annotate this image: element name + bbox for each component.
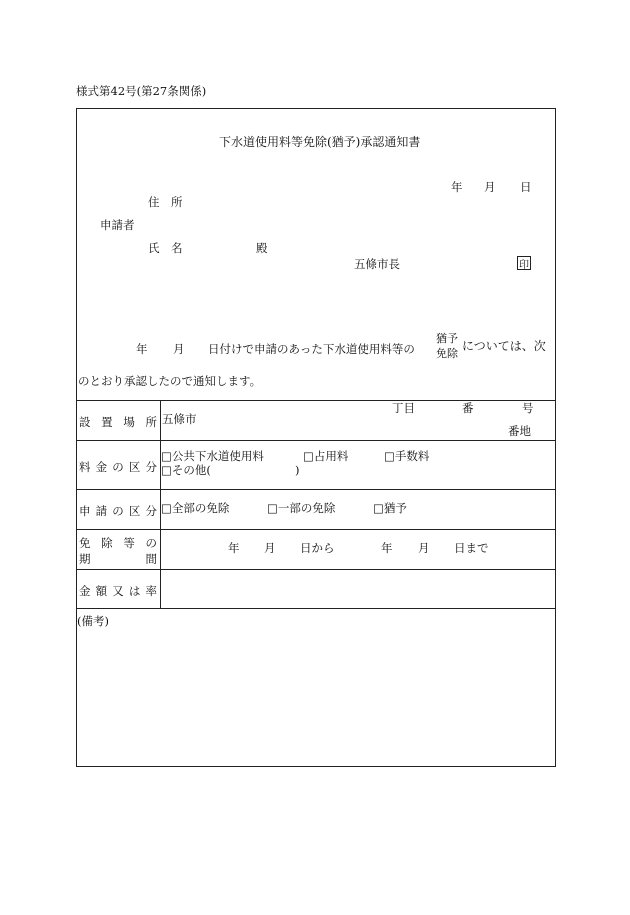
period-label-bottom: 期 間	[79, 552, 157, 566]
document-title: 下水道使用料等免除(猶予)承認通知書	[219, 135, 421, 149]
fee-option-handling[interactable]: □手数料	[384, 449, 430, 463]
application-option-full[interactable]: □全部の免除	[161, 501, 230, 515]
address-label: 住 所	[148, 195, 183, 209]
name-label: 氏 名	[148, 241, 183, 255]
period-from-month: 月	[264, 541, 276, 555]
period-to-month: 月	[418, 541, 430, 555]
location-ban: 番	[462, 401, 474, 415]
body-text-2: については、次	[462, 339, 546, 353]
location-label: 設 置 場 所	[79, 415, 157, 429]
table-rule-1	[76, 440, 556, 441]
seal-mark: 印	[517, 256, 531, 270]
honorific: 殿	[256, 241, 268, 255]
fee-option-sewer[interactable]: □公共下水道使用料	[161, 449, 264, 463]
body-year: 年	[136, 342, 148, 356]
form-number: 様式第42号(第27条関係)	[76, 84, 207, 98]
location-go: 号	[522, 401, 534, 415]
issuer-title: 五條市長	[354, 257, 400, 271]
amount-label: 金 額 又 は 率	[79, 584, 157, 598]
period-from-year: 年	[228, 541, 240, 555]
date-month: 月	[484, 180, 496, 194]
table-rule-2	[76, 489, 556, 490]
choice-exemption: 免除	[436, 347, 458, 360]
fee-option-other-close: )	[295, 463, 300, 477]
applicant-label: 申請者	[100, 218, 135, 232]
table-rule-4	[76, 569, 556, 570]
period-from-day: 日から	[300, 541, 335, 555]
period-to-day: 日まで	[454, 541, 489, 555]
body-line-2: のとおり承認したので通知します。	[78, 374, 262, 388]
table-rule-3	[76, 529, 556, 530]
application-option-partial[interactable]: □一部の免除	[267, 501, 336, 515]
body-text-1: 日付けで申請のあった下水道使用料等の	[208, 342, 415, 356]
application-type-label: 申 請 の 区 分	[79, 504, 157, 518]
location-banchi: 番地	[508, 424, 531, 438]
table-top-rule	[76, 400, 556, 401]
choice-deferral: 猶予	[436, 332, 458, 345]
application-option-deferral[interactable]: □猶予	[373, 501, 407, 515]
table-rule-5	[76, 608, 556, 609]
date-day: 日	[520, 180, 532, 194]
period-label-top: 免 除 等 の	[79, 536, 157, 550]
fee-option-other[interactable]: □その他(	[161, 463, 211, 477]
location-chome: 丁目	[392, 401, 415, 415]
period-to-year: 年	[381, 541, 393, 555]
date-year: 年	[451, 180, 463, 194]
body-month: 月	[173, 342, 185, 356]
fee-type-label: 料 金 の 区 分	[79, 460, 157, 474]
remarks-label: (備考)	[77, 614, 109, 628]
remarks-field[interactable]	[78, 632, 554, 764]
fee-option-occupancy[interactable]: □占用料	[303, 449, 349, 463]
amount-field[interactable]	[162, 572, 554, 606]
location-city: 五條市	[162, 412, 197, 426]
